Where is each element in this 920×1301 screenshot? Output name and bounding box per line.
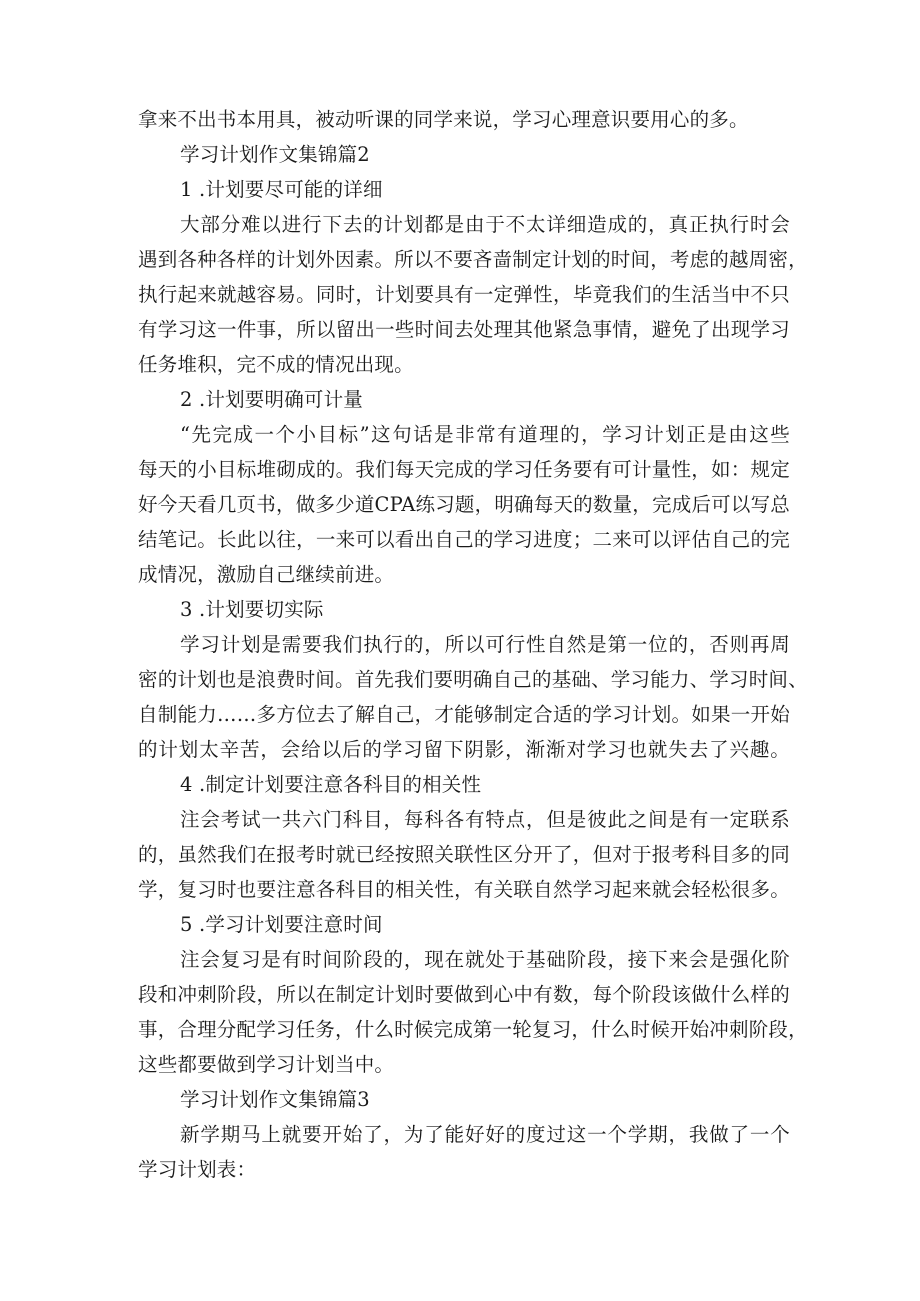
text-line-content: 学习计划作文集锦篇2 (180, 143, 370, 166)
text-line-content: 执行起来就越容易。同时，计划要具有一定弹性，毕竟我们的生活当中不只 (138, 283, 790, 306)
text-line (138, 907, 790, 942)
text-line-content: 有学习这一件事，所以留出一些时间去处理其他紧急事情，避免了出现学习 (138, 318, 790, 341)
text-line-content: 学，复习时也要注意各科目的相关性，有关联自然学习起来就会轻松很多。 (138, 878, 790, 901)
text-line (138, 1117, 790, 1152)
text-line (138, 382, 790, 417)
text-line-content: 成情况，激励自己继续前进。 (138, 563, 395, 586)
text-line (138, 557, 790, 592)
text-line (138, 207, 790, 242)
text-line-content: 注会考试一共六门科目，每科各有特点，但是彼此之间是有一定联系 (180, 808, 790, 831)
text-line (138, 312, 790, 347)
text-line-content: 学习计划作文集锦篇3 (180, 1088, 370, 1111)
text-line (138, 662, 808, 697)
text-line (138, 242, 808, 277)
text-line (138, 1152, 790, 1187)
document-page (138, 102, 808, 1187)
text-line (138, 1012, 808, 1047)
text-line-content: 事，合理分配学习任务，什么时候完成第一轮复习，什么时候开始冲刺阶段， (138, 1018, 808, 1041)
text-line (138, 417, 790, 452)
text-line (138, 802, 790, 837)
text-line (138, 697, 790, 732)
text-line (138, 767, 790, 802)
text-line-content: 结笔记。长此以往，一来可以看出自己的学习进度；二来可以评估自己的完 (138, 528, 790, 551)
text-line (138, 1047, 790, 1082)
text-line (138, 942, 790, 977)
text-line-content: 2 .计划要明确可计量 (180, 388, 364, 411)
text-line (138, 487, 790, 522)
text-line-content: 学习计划表： (138, 1158, 257, 1181)
text-line-content: 3 .计划要切实际 (180, 598, 324, 621)
text-line (138, 347, 790, 382)
text-line (138, 522, 790, 557)
text-line-content: 这些都要做到学习计划当中。 (138, 1053, 395, 1076)
text-line-content: 段和冲刺阶段，所以在制定计划时要做到心中有数，每个阶段该做什么样的 (138, 983, 790, 1006)
text-line (138, 977, 790, 1012)
text-line-content: 密的计划也是浪费时间。首先我们要明确自己的基础、学习能力、学习时间、 (138, 668, 808, 691)
text-line (138, 627, 790, 662)
text-line-content: 自制能力……多方位去了解自己，才能够制定合适的学习计划。如果一开始 (138, 703, 790, 726)
text-line (138, 277, 790, 312)
text-line (138, 837, 790, 872)
text-line-content: 遇到各种各样的计划外因素。所以不要吝啬制定计划的时间，考虑的越周密， (138, 248, 808, 271)
text-line (138, 452, 790, 487)
text-line-content: “先完成一个小目标”这句话是非常有道理的，学习计划正是由这些 (180, 423, 790, 446)
text-line-content: 拿来不出书本用具，被动听课的同学来说，学习心理意识要用心的多。 (138, 108, 749, 131)
text-line-content: 学习计划是需要我们执行的，所以可行性自然是第一位的，否则再周 (180, 633, 790, 656)
text-line-content: 1 .计划要尽可能的详细 (180, 178, 383, 201)
text-line (138, 872, 790, 907)
text-line-content: 任务堆积，完不成的情况出现。 (138, 353, 414, 376)
text-line-content: 大部分难以进行下去的计划都是由于不太详细造成的，真正执行时会 (180, 213, 790, 236)
text-line (138, 172, 790, 207)
text-line (138, 1082, 790, 1117)
text-line-content: 5 .学习计划要注意时间 (180, 913, 383, 936)
text-line (138, 137, 790, 172)
text-line-content: 4 .制定计划要注意各科目的相关性 (180, 773, 482, 796)
text-line-content: 新学期马上就要开始了，为了能好好的度过这一个学期，我做了一个 (180, 1123, 790, 1146)
text-line (138, 592, 790, 627)
text-line-content: 好今天看几页书，做多少道CPA练习题，明确每天的数量，完成后可以写总 (138, 493, 790, 516)
text-line (138, 102, 790, 137)
text-line-content: 的计划太辛苦，会给以后的学习留下阴影，渐渐对学习也就失去了兴趣。 (138, 738, 790, 761)
text-line-content: 注会复习是有时间阶段的，现在就处于基础阶段，接下来会是强化阶 (180, 948, 790, 971)
text-line-content: 每天的小目标堆砌成的。我们每天完成的学习任务要有可计量性，如：规定 (138, 458, 790, 481)
text-line (138, 732, 790, 767)
text-line-content: 的，虽然我们在报考时就已经按照关联性区分开了，但对于报考科目多的同 (138, 843, 790, 866)
